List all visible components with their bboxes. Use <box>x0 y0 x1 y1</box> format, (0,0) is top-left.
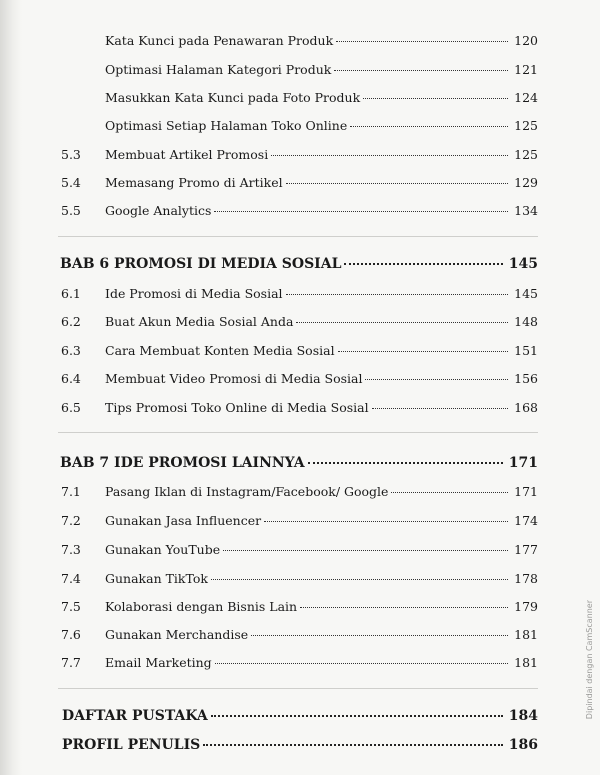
dot-leader <box>334 70 508 71</box>
toc-entry[interactable] <box>61 371 538 386</box>
toc-entry-page: 124 <box>514 90 538 105</box>
back-matter-entry[interactable] <box>62 737 538 753</box>
dot-leader <box>215 663 508 664</box>
toc-entry-title: Gunakan TikTok <box>105 571 208 586</box>
toc-entry-title: Gunakan Merchandise <box>105 627 249 642</box>
scanner-watermark: Dipindai dengan CamScanner <box>585 600 594 720</box>
back-matter-title: DAFTAR PUSTAKA <box>62 708 208 724</box>
dot-leader <box>214 211 508 212</box>
toc-entry[interactable] <box>61 343 538 358</box>
toc-entry-page: 177 <box>514 542 538 557</box>
toc-entry-title: Tips Promosi Toko Online di Media Sosial <box>105 400 369 415</box>
toc-entry-page: 129 <box>514 175 538 190</box>
toc-entry-title: Email Marketing <box>105 655 212 670</box>
toc-entry-title: Google Analytics <box>105 203 212 218</box>
toc-entry-title: Masukkan Kata Kunci pada Foto Produk <box>105 90 361 105</box>
divider <box>58 432 538 433</box>
toc-entry[interactable] <box>105 90 538 105</box>
section-number: 6.2 <box>61 314 81 329</box>
dot-leader <box>264 521 508 522</box>
toc-entry[interactable] <box>61 147 538 162</box>
toc-entry-page: 125 <box>514 147 538 162</box>
section-number: 7.2 <box>61 513 81 528</box>
toc-entry-page: 151 <box>514 343 538 358</box>
dot-leader <box>308 462 503 464</box>
toc-entry[interactable] <box>61 400 538 415</box>
section-number: 7.5 <box>61 599 81 614</box>
toc-entry[interactable] <box>105 118 538 133</box>
toc-entry[interactable] <box>61 627 538 642</box>
dot-leader <box>296 322 508 323</box>
section-number: 6.1 <box>61 286 81 301</box>
toc-entry-title: Optimasi Setiap Halaman Toko Online <box>105 118 348 133</box>
dot-leader <box>344 263 502 265</box>
section-number: 7.6 <box>61 627 81 642</box>
toc-entry-title: Optimasi Halaman Kategori Produk <box>105 62 332 77</box>
dot-leader <box>286 294 509 295</box>
chapter-page: 145 <box>508 256 538 272</box>
toc-entry[interactable] <box>61 655 538 670</box>
section-number: 6.3 <box>61 343 81 358</box>
toc-entry-title: Membuat Artikel Promosi <box>105 147 269 162</box>
dot-leader <box>350 126 508 127</box>
toc-entry-page: 181 <box>514 655 538 670</box>
chapter-heading[interactable] <box>60 256 538 272</box>
toc-entry-title: Kata Kunci pada Penawaran Produk <box>105 33 334 48</box>
dot-leader <box>271 155 508 156</box>
toc-entry-title: Gunakan Jasa Influencer <box>105 513 262 528</box>
chapter-title: BAB 6 PROMOSI DI MEDIA SOSIAL <box>60 256 342 272</box>
section-number: 7.7 <box>61 655 81 670</box>
section-number: 6.5 <box>61 400 81 415</box>
section-number: 7.3 <box>61 542 81 557</box>
dot-leader <box>286 183 509 184</box>
back-matter-title: PROFIL PENULIS <box>62 737 201 753</box>
toc-entry-title: Pasang Iklan di Instagram/Facebook/ Google <box>105 484 389 499</box>
dot-leader <box>372 408 509 409</box>
dot-leader <box>203 744 502 746</box>
toc-entry-page: 134 <box>514 203 538 218</box>
dot-leader <box>391 492 508 493</box>
chapter-page: 171 <box>508 455 538 471</box>
section-number: 7.4 <box>61 571 81 586</box>
toc-entry-page: 181 <box>514 627 538 642</box>
section-number: 6.4 <box>61 371 81 386</box>
section-number: 7.1 <box>61 484 81 499</box>
dot-leader <box>211 579 508 580</box>
back-matter-entry[interactable] <box>62 708 538 724</box>
toc-entry-page: 168 <box>514 400 538 415</box>
toc-entry-title: Ide Promosi di Media Sosial <box>105 286 283 301</box>
section-number: 5.3 <box>61 147 81 162</box>
toc-entry[interactable] <box>61 513 538 528</box>
toc-entry-title: Membuat Video Promosi di Media Sosial <box>105 371 363 386</box>
divider <box>58 688 538 689</box>
page-edge-shadow <box>0 0 22 775</box>
dot-leader <box>338 351 509 352</box>
toc-entry[interactable] <box>61 286 538 301</box>
dot-leader <box>336 41 508 42</box>
toc-entry[interactable] <box>61 484 538 499</box>
dot-leader <box>211 715 503 717</box>
back-matter-page: 184 <box>508 708 538 724</box>
toc-entry[interactable] <box>61 599 538 614</box>
toc-entry-page: 171 <box>514 484 538 499</box>
toc-entry-title: Kolaborasi dengan Bisnis Lain <box>105 599 298 614</box>
toc-entry[interactable] <box>61 203 538 218</box>
section-number: 5.4 <box>61 175 81 190</box>
section-number: 5.5 <box>61 203 81 218</box>
toc-entry-page: 120 <box>514 33 538 48</box>
toc-entry-title: Cara Membuat Konten Media Sosial <box>105 343 335 358</box>
toc-entry[interactable] <box>61 314 538 329</box>
dot-leader <box>300 607 508 608</box>
divider <box>58 236 538 237</box>
dot-leader <box>363 98 508 99</box>
toc-entry-page: 179 <box>514 599 538 614</box>
toc-entry-page: 148 <box>514 314 538 329</box>
dot-leader <box>223 550 508 551</box>
toc-entry[interactable] <box>105 62 538 77</box>
toc-entry[interactable] <box>105 33 538 48</box>
toc-entry-page: 174 <box>514 513 538 528</box>
dot-leader <box>251 635 508 636</box>
toc-entry-page: 145 <box>514 286 538 301</box>
toc-entry[interactable] <box>61 571 538 586</box>
toc-entry-page: 121 <box>514 62 538 77</box>
toc-entry-page: 156 <box>514 371 538 386</box>
chapter-heading[interactable] <box>60 455 538 471</box>
back-matter-page: 186 <box>508 737 538 753</box>
toc-entry-title: Buat Akun Media Sosial Anda <box>105 314 294 329</box>
toc-entry-page: 125 <box>514 118 538 133</box>
chapter-title: BAB 7 IDE PROMOSI LAINNYA <box>60 455 305 471</box>
toc-entry[interactable] <box>61 542 538 557</box>
dot-leader <box>365 379 508 380</box>
toc-entry[interactable] <box>61 175 538 190</box>
toc-entry-title: Memasang Promo di Artikel <box>105 175 283 190</box>
toc-entry-title: Gunakan YouTube <box>105 542 221 557</box>
toc-entry-page: 178 <box>514 571 538 586</box>
